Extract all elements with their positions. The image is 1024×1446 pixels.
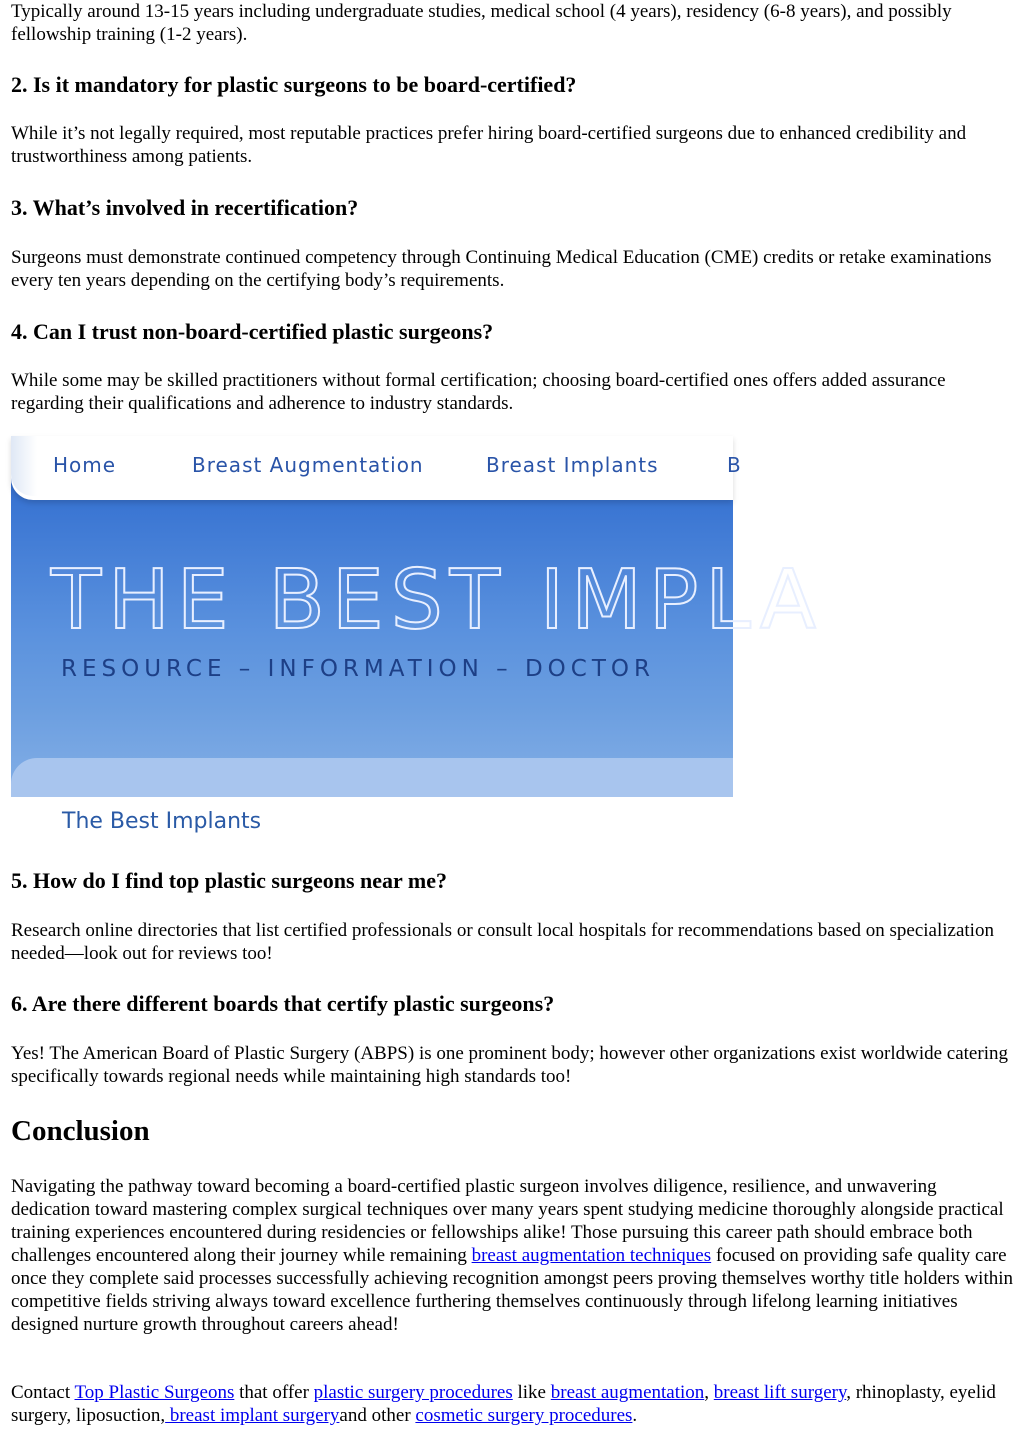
contact-text-5: , rhinoplasty, eyelid surgery, liposuction, [11,1382,996,1426]
faq-answer-5: Research online directories that list certified professionals or consult local hospitals for recommendations based on specialization needed—look out for reviews too! [11,920,994,964]
banner-tagline: RESOURCE – INFORMATION – DOCTOR [61,656,655,682]
banner-nav-edge [11,436,37,496]
banner-title: THE BEST IMPLA [51,553,823,648]
breast-augmentation-techniques-link[interactable]: breast augmentation techniques [471,1245,712,1266]
banner-nav-breast-augmentation: Breast Augmentation [192,453,424,477]
faq-question-5: 5. How do I find top plastic surgeons near me? [11,868,447,893]
cosmetic-surgery-procedures-link[interactable]: cosmetic surgery procedures [415,1405,633,1426]
faq-answer-4: While some may be skilled practitioners without formal certification; choosing board-certified ones offers added assurance regarding their qualifications and adherence to industry standards. [11,370,946,414]
faq-question-2: 2. Is it mandatory for plastic surgeons to be board-certified? [11,72,577,97]
conclusion-heading: Conclusion [11,1115,150,1147]
banner-image [11,436,823,797]
breast-implant-surgery-link[interactable]: breast implant surgery [165,1405,340,1426]
contact-text-1: Contact [11,1382,75,1403]
faq-answer-2: While it’s not legally required, most reputable practices prefer hiring board-certified surgeons due to enhanced credibility and trustworthiness among patients. [11,123,967,167]
contact-text-2: that offer [234,1382,314,1403]
banner-bottom-band [11,758,733,797]
faq-question-3: 3. What’s involved in recertification? [11,195,359,220]
contact-text-6: and other [339,1405,416,1426]
image-caption: The Best Implants [62,809,262,834]
conclusion-text-start: Navigating the pathway toward becoming a board-certified plastic surgeon involves diligence, resilience, and unwavering dedication toward mastering complex surgical techniques over many years spent studying medicine thoroughly alongside practical training experiences encountered during residencies or fellowships alike! Those pursuing this career path should embrace both challenges encountered along their journey while remaining [11,1176,1004,1266]
conclusion-text-end: focused on providing safe quality care once they complete said processes successfully achieving recognition amongst peers proving themselves worthy title holders within competitive fields striving always toward excellence furthering themselves continuously through lifelong learning initiatives designed nurture growth throughout careers ahead! [11,1245,1013,1335]
contact-text-7: . [632,1405,638,1426]
faq-question-4: 4. Can I trust non-board-certified plastic surgeons? [11,319,494,344]
top-plastic-surgeons-link[interactable]: Top Plastic Surgeons [74,1382,235,1403]
faq-answer-3: Surgeons must demonstrate continued competency through Continuing Medical Education (CME) credits or retake examinations every ten years depending on the certifying body’s requirements. [11,247,992,291]
conclusion-paragraph [11,1175,1016,1336]
contact-text-3: like [512,1382,551,1403]
faq-answer-6: Yes! The American Board of Plastic Surgery (ABPS) is one prominent body; however other organizations exist worldwide catering specifically towards regional needs while maintaining high standards too! [11,1043,1008,1087]
contact-paragraph [11,1381,1016,1427]
contact-text-4: , [704,1382,714,1403]
banner-nav-cut-item: B [727,453,742,477]
banner-nav-home: Home [53,453,117,477]
intro-paragraph: Typically around 13-15 years including undergraduate studies, medical school (4 years), residency (6-8 years), and possibly fellowship training (1-2 years). [11,1,952,45]
plastic-surgery-procedures-link[interactable]: plastic surgery procedures [313,1382,513,1403]
faq-question-6: 6. Are there different boards that certify plastic surgeons? [11,991,555,1016]
breast-lift-surgery-link[interactable]: breast lift surgery [713,1382,847,1403]
breast-augmentation-link[interactable]: breast augmentation [550,1382,705,1403]
banner-nav-breast-implants: Breast Implants [486,453,659,477]
